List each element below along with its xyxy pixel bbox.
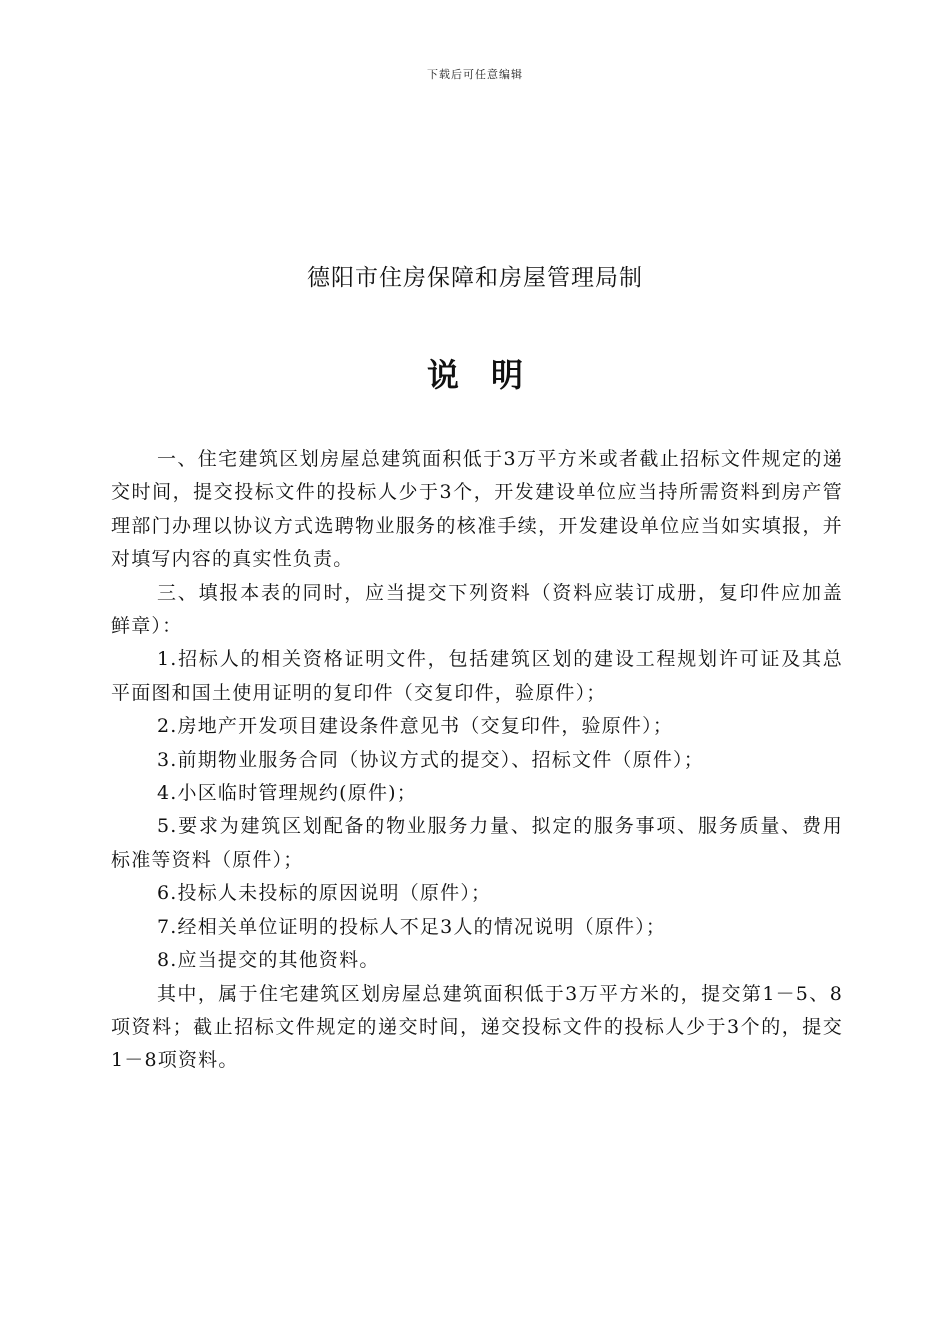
- list-item: 7.经相关单位证明的投标人不足3人的情况说明（原件）；: [157, 915, 667, 938]
- paragraph: 三、填报本表的同时，应当提交下列资料（资料应装订成册，复印件应加盖鲜章）：: [111, 581, 843, 638]
- list-item: 1.招标人的相关资格证明文件，包括建筑区划的建设工程规划许可证及其总平面图和国土使用证明的复印件（交复印件，验原件）；: [111, 648, 843, 704]
- agency-line: 德阳市住房保障和房屋管理局制: [307, 265, 643, 291]
- paragraph: 一、住宅建筑区划房屋总建筑面积低于3万平方米或者截止招标文件规定的递交时间，提交投标文件的投标人少于3个，开发建设单位应当持所需资料到房产管理部门办理以协议方式选聘物业服务的核准手续，开发建设单位应当如实填报，并对填写内容的真实性负责。: [111, 448, 843, 571]
- header-note: 下载后可任意编辑: [427, 68, 523, 81]
- title-char: 明: [491, 356, 524, 394]
- document-title: [0, 350, 950, 396]
- list-item: 6.投标人未投标的原因说明（原件）；: [157, 882, 492, 905]
- list-item: 8.应当提交的其他资料。: [157, 949, 380, 972]
- list-item: 2.房地产开发项目建设条件意见书（交复印件，验原件）；: [157, 715, 674, 738]
- list-item: 4.小区临时管理规约(原件)；: [157, 782, 417, 805]
- paragraph: 其中，属于住宅建筑区划房屋总建筑面积低于3万平方米的，提交第1－5、8项资料；截止招标文件规定的递交时间，递交投标文件的投标人少于3个的，提交1－8项资料。: [111, 982, 843, 1072]
- list-item: 3.前期物业服务合同（协议方式的提交）、招标文件（原件）；: [157, 748, 704, 771]
- title-char: 说: [426, 356, 459, 394]
- instructions-body: [111, 443, 843, 1078]
- list-item: 5.要求为建筑区划配备的物业服务力量、拟定的服务事项、服务质量、费用标准等资料（原件）；: [111, 815, 843, 871]
